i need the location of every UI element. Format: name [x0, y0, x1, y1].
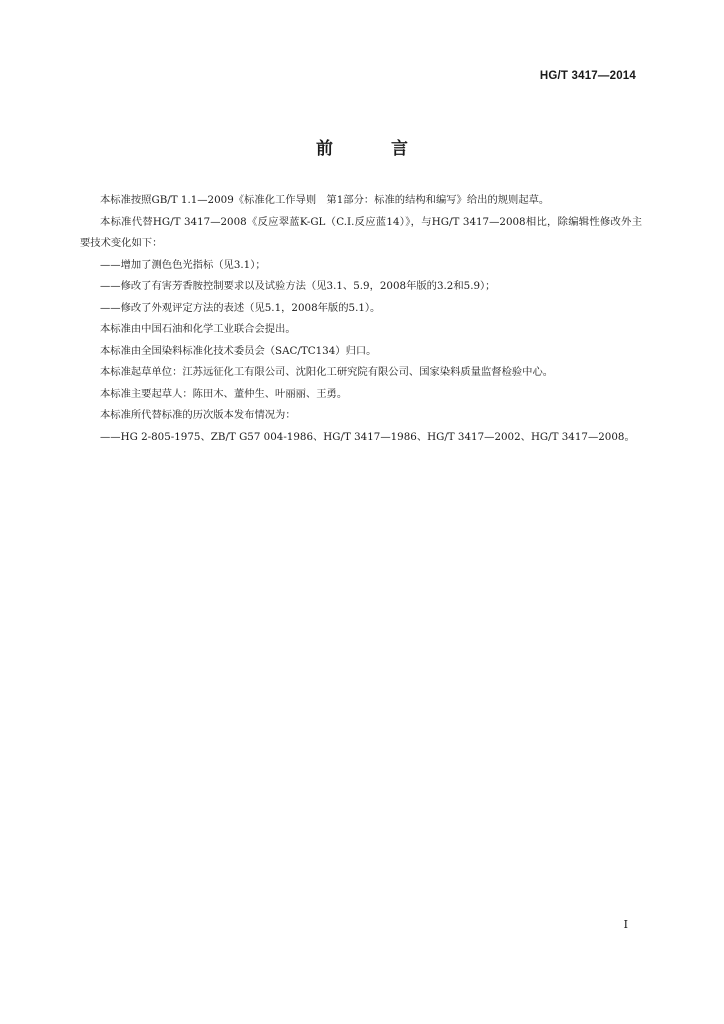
paragraph-drafting-units: 本标准起草单位：江苏远征化工有限公司、沈阳化工研究院有限公司、国家染料质量监督检验中心。 [100, 366, 554, 378]
change-item: ——修改了有害芳香胺控制要求以及试验方法（见3.1、5.9，2008年版的3.2和5.9）； [100, 280, 496, 292]
paragraph-history-intro: 本标准所代替标准的历次版本发布情况为： [100, 409, 296, 421]
paragraph-history-list: ——HG 2-805-1975、ZB/T G57 004-1986、HG/T 3417—1986、HG/T 3417—2002、HG/T 3417—2008。 [100, 430, 635, 443]
standard-code: HG/T 3417—2014 [539, 70, 636, 82]
page-title: 前 言 [316, 139, 434, 159]
change-item: ——增加了测色色光指标（见3.1）； [100, 258, 266, 271]
paragraph-drafting-rule: 本标准按照GB/T 1.1—2009《标准化工作导则 第1部分：标准的结构和编写》给出的规则起草。 [100, 194, 550, 206]
change-item: ——修改了外观评定方法的表述（见5.1，2008年版的5.1）。 [100, 301, 381, 314]
paragraph-proposer: 本标准由中国石油和化学工业联合会提出。 [100, 323, 296, 335]
foreword-body [80, 190, 642, 448]
paragraph-replacement: 本标准代替HG/T 3417—2008《反应翠蓝K-GL（C.I.反应蓝14）》，与HG/T 3417—2008相比，除编辑性修改外主要技术变化如下： [80, 215, 642, 249]
page-number: I [623, 918, 628, 931]
paragraph-committee: 本标准由全国染料标准化技术委员会（SAC/TC134）归口。 [100, 344, 377, 357]
paragraph-drafters: 本标准主要起草人：陈田木、董仲生、叶丽丽、王勇。 [100, 387, 348, 400]
